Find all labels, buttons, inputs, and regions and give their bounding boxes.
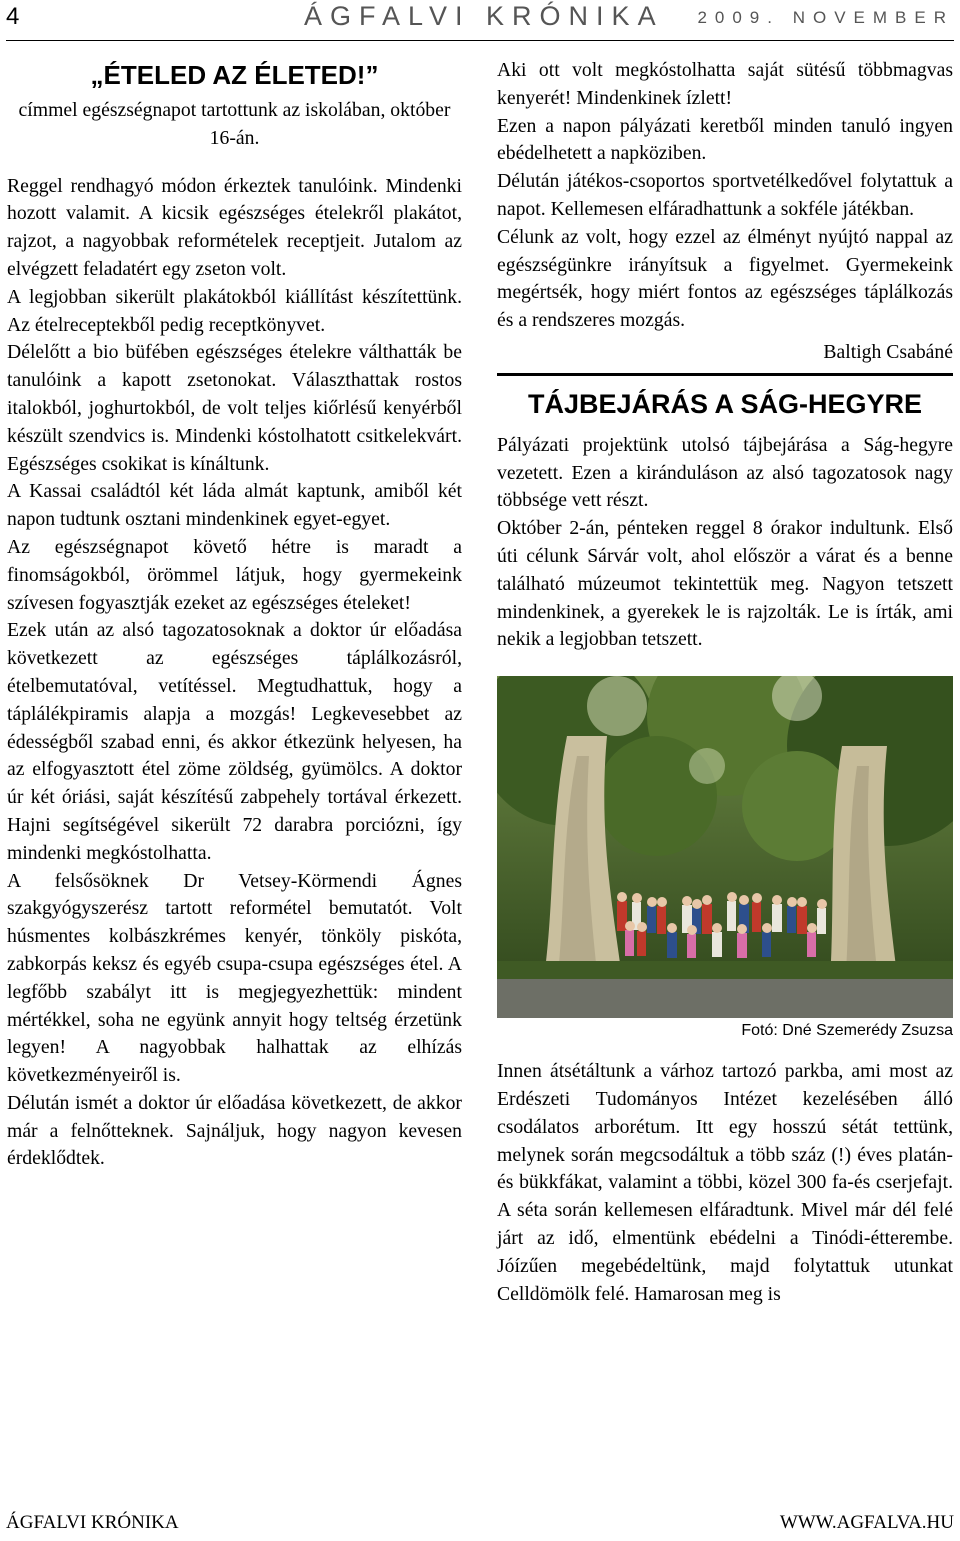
author-signature: Baltigh Csabáné (823, 340, 953, 363)
article-paragraph: Délután ismét a doktor úr előadása következett, de akkor már a felnőtteknek. Sajnáljuk, hogy nagyon kevesen érdeklődtek. (7, 1091, 462, 1170)
article-paragraph: Aki ott volt megkóstolhatta saját sütésű többmagvas kenyerét! Mindenkinek ízlett! (497, 59, 953, 109)
article-paragraph: A felsősöknek Dr Vetsey-Körmendi Ágnes szakgyógyszerész tartott reformétel bemutatót. Volt húsmentes kolbászkrémes kenyér, tönköly piskóta, zabkorpás keksz és egyéb csupa-csupa egészséges étel. A legfőbb szabályt itt is megjegyezhettük: mindent mértékkel, soha ne együnk annyit hogy teltség érzetünk legyen! A nagyobbak halhattak az elhízás következményeiről is. (7, 869, 462, 1087)
footer-website: WWW.AGFALVA.HU (779, 1512, 954, 1533)
article-paragraph: Délután játékos-csoportos sportvetélkedővel folytattuk a napot. Kellemesen elfáradhattunk a sokféle játékban. (497, 170, 953, 220)
article-paragraph: Az egészségnapot követő hétre is maradt a finomságokból, örömmel látjuk, hogy gyermekeink szívesen fogyasztják ezeket az egészséges ételeket! (7, 535, 462, 614)
group-photo-illustration (497, 676, 953, 1018)
section-divider (497, 373, 953, 376)
photo-caption: Fotó: Dné Szemerédy Zsuzsa (741, 1022, 953, 1040)
left-column (7, 57, 462, 1173)
right-column (497, 57, 953, 1308)
article-paragraph: Ezek után az alsó tagozatosoknak a doktor úr előadása következett az egészséges táplálkozásról, ételbemutatóval, vetítéssel. Megtudhattuk, hogy a táplálékpiramis alapja a mozgás! Legkevesebbet az édességből szabad enni, és akkor étkezünk helyesen, ha az elfogyasztott étel zöme zöldség, gyümölcs. A doktor úr két óriási, saját készítésű zabpehely tortával érkezett. Hajni segítségével sikerült 72 darabra porciózni, így mindenki megkóstolhatta. (7, 619, 462, 864)
article-paragraph: Pályázati projektünk utolsó tájbejárása a Ság-hegyre vezetett. Ezen a kiránduláson az alsó tagozatosok nagy többsége vett részt. (497, 433, 953, 512)
article-paragraph: Ezen a napon pályázati keretből minden tanuló ingyen ebédelhetett a napköziben. (497, 114, 953, 165)
article-paragraph: Innen átsétáltunk a várhoz tartozó parkba, ami most az Erdészeti Tudományos Intézet kezelésében álló csodálatos arborétum. Itt egy hosszú sétát tettünk, melynek során megcsodáltuk a több száz (!) éves platán- és bükkfákat, valamint a többi, közel 300 fa-és cserjefajt. A séta során kellemesen elfáradtunk. Mivel már dél felé járt az idő, elmentünk ebédelni a Tinódi-étterembe. Jóízűen megebédeltünk, majd folytattuk utunkat Celldömölk felé. Hamarosan meg is (497, 1060, 953, 1305)
article-title: TÁJBEJÁRÁS A SÁG-HEGYRE (527, 388, 923, 419)
article-paragraph: Célunk az volt, hogy ezzel az élményt nyújtó nappal az egészségünkre irányítsuk a figyelmet. Gyermekeink megértsék, hogy miért fontos az egészséges táplálkozás és a rendszeres mozgás. (497, 225, 953, 332)
page-header (6, 0, 954, 41)
article-paragraph: Délelőtt a bio büfében egészséges ételekre válthatták be tanulóink a kapott zsetonokat. Választhattak rostos italokból, joghurtokból, de volt teljes kiőrlésű kenyérből készült szendvics is. Mindenki kóstolhatott csitkelekvárt. Egészséges csokikat is kínáltunk. (7, 341, 462, 475)
page-number: 4 (6, 3, 20, 30)
group-photo (497, 676, 953, 1018)
article-paragraph: Október 2-án, pénteken reggel 8 órakor indultunk. Első úti célunk Sárvár volt, ahol először a várat és a benne található múzeumot tekintettük meg. Nagyon tetszett mindenkinek, a gyerekek le is rajzolták. Le is írták, ami nekik a legjobban tetszett. (497, 517, 953, 651)
article-subtitle: címmel egészségnapot tartottunk az iskolában, október 16-án. (18, 99, 451, 149)
article-title: „ÉTELED AZ ÉLETED!” (90, 60, 379, 90)
article-paragraph: Reggel rendhagyó módon érkeztek tanulóink. Mindenki hozott valamit. A kicsik egészséges ételekről plakátot, rajzot, a nagyobbak reformételek receptjeit. Jutalom az elvégzett feladatért egy zseton volt. (7, 174, 462, 280)
footer-publication: ÁGFALVI KRÓNIKA (6, 1512, 179, 1533)
spacer (7, 153, 462, 173)
article-paragraph: A legjobban sikerült plakátokból kiállítást készítettünk. Az ételreceptekből pedig receptkönyvet. (7, 285, 462, 336)
issue-date: 2009. NOVEMBER (697, 8, 954, 27)
article-paragraph: A Kassai családtól két láda almát kaptunk, amiből két napon tudtunk osztani mindenkinek egyet-egyet. (7, 480, 462, 531)
newspaper-title: ÁGFALVI KRÓNIKA (304, 1, 664, 31)
